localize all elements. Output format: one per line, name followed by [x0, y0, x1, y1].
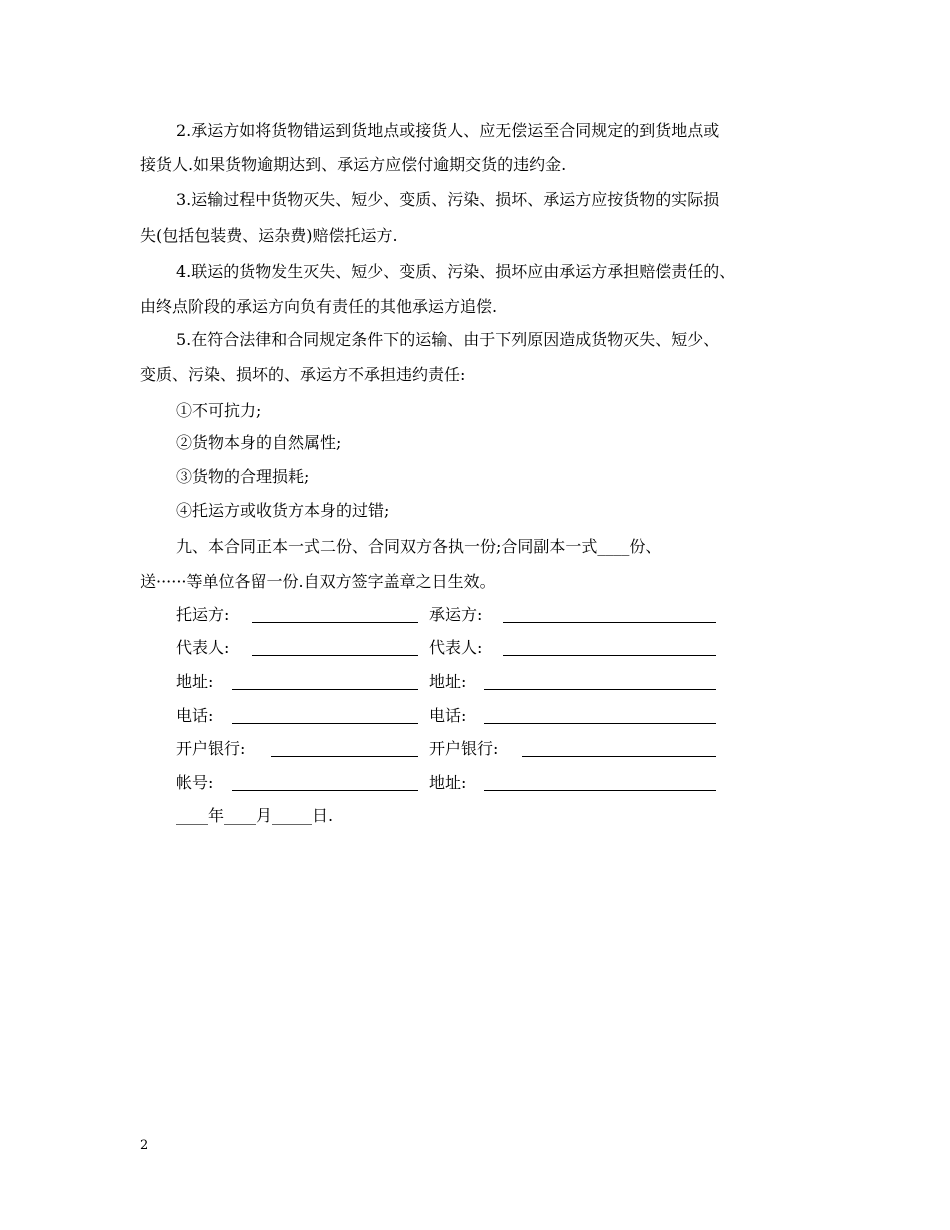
- signature-blank: [232, 707, 418, 724]
- signature-blank: [252, 606, 418, 623]
- signature-label: 电话:: [176, 706, 214, 725]
- page-number: 2: [140, 1138, 149, 1153]
- paragraph-3-line-2: 失(包括包装费、运杂费)赔偿托运方.: [140, 226, 398, 245]
- paragraph-4-line-1: 4.联运的货物发生灭失、短少、变质、污染、损坏应由承运方承担赔偿责任的、: [176, 262, 736, 281]
- signature-blank: [484, 774, 716, 791]
- signature-blank: [503, 606, 716, 623]
- signature-label: 代表人:: [176, 638, 230, 657]
- signature-blank: [503, 639, 716, 656]
- clause-nine-line-1: 九、本合同正本一式二份、合同双方各执一份;合同副本一式____份、: [176, 537, 662, 556]
- paragraph-2-line-1: 2.承运方如将货物错运到货地点或接货人、应无偿运至合同规定的到货地点或: [176, 121, 720, 140]
- signature-label: 电话:: [429, 706, 467, 725]
- signature-label: 开户银行:: [176, 739, 246, 758]
- signature-blank: [232, 774, 418, 791]
- signature-blank: [271, 740, 418, 757]
- signature-label: 地址:: [429, 773, 467, 792]
- signature-blank: [252, 639, 418, 656]
- signature-label: 承运方:: [429, 605, 483, 624]
- exception-item: ④托运方或收货方本身的过错;: [176, 501, 390, 520]
- clause-nine-line-2: 送······等单位各留一份.自双方签字盖章之日生效。: [140, 572, 496, 591]
- signature-label: 帐号:: [176, 773, 214, 792]
- exception-item: ①不可抗力;: [176, 401, 262, 420]
- paragraph-2-line-2: 接货人.如果货物逾期达到、承运方应偿付逾期交货的违约金.: [140, 155, 567, 174]
- exception-item: ③货物的合理损耗;: [176, 467, 310, 486]
- signature-label: 地址:: [176, 672, 214, 691]
- signature-blank: [232, 673, 418, 690]
- signature-blank: [484, 707, 716, 724]
- signature-label: 开户银行:: [429, 739, 499, 758]
- signature-label: 代表人:: [429, 638, 483, 657]
- signature-label: 地址:: [429, 672, 467, 691]
- date-line: ____年____月_____日.: [176, 806, 334, 825]
- signature-blank: [484, 673, 716, 690]
- paragraph-4-line-2: 由终点阶段的承运方向负有责任的其他承运方追偿.: [140, 297, 498, 316]
- paragraph-5-line-1: 5.在符合法律和合同规定条件下的运输、由于下列原因造成货物灭失、短少、: [176, 330, 720, 349]
- paragraph-5-line-2: 变质、污染、损坏的、承运方不承担违约责任:: [140, 365, 466, 384]
- exception-item: ②货物本身的自然属性;: [176, 433, 342, 452]
- paragraph-3-line-1: 3.运输过程中货物灭失、短少、变质、污染、损坏、承运方应按货物的实际损: [176, 190, 720, 209]
- signature-blank: [522, 740, 716, 757]
- signature-label: 托运方:: [176, 605, 230, 624]
